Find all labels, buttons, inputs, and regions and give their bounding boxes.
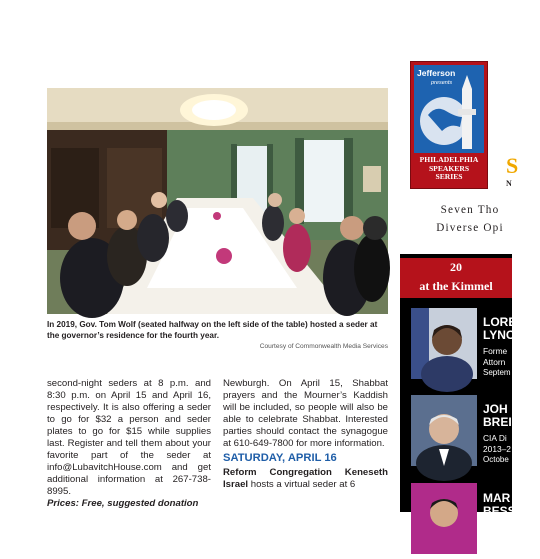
speaker-name <box>483 403 512 429</box>
presents-label: presents <box>431 80 453 86</box>
tagline-line: Diverse Opi <box>436 222 504 234</box>
ad-header <box>400 41 519 254</box>
speakers-series-ad[interactable] <box>400 41 519 518</box>
speaker-name <box>483 492 516 518</box>
globe-skyline-icon <box>414 65 484 153</box>
heading-letter: N <box>506 179 512 188</box>
speaker-date: Septem <box>483 368 511 377</box>
seder-photo <box>47 88 388 314</box>
prices-line: Prices: Free, suggested donation <box>47 498 199 509</box>
article-column-right <box>223 378 388 491</box>
speaker-name-line: LYNC <box>483 328 515 342</box>
article-column-left <box>47 378 211 510</box>
paragraph-continued: hosts a virtual seder at 6 <box>248 479 356 490</box>
speaker-photo <box>411 483 477 554</box>
ad-tagline <box>400 201 540 237</box>
speaker-title-line: Attorn <box>483 357 506 367</box>
speakers-series-logo <box>410 61 488 189</box>
article-paragraph: Newburgh. On April 15, Shabbat prayers and the Mourner’s Kaddish will be included, so people will also be able to celebrate Shabbat. Interested parties should contact the synagogue at 610-649-7800 for more information. <box>223 378 388 449</box>
article-paragraph: second-night seders at 8 p.m. and 8:30 p.m. on April 15 and April 16, respectively. It is also offering a seder to go for $32 a person and seder plates to go for $15 while supplies last. Register and tell them about your favorite part of the seder at info@LubavitchHouse.com and get additional information at 267-738-8995. <box>47 378 211 497</box>
heading-letter: S <box>506 153 519 178</box>
logo-line: SPEAKERS <box>428 163 470 173</box>
photo-credit: Courtesy of Commonwealth Media Services <box>259 343 388 350</box>
section-subhead: SATURDAY, APRIL 16 <box>223 452 337 464</box>
season-year: 20 <box>450 260 462 274</box>
ad-heading-fragment <box>506 153 518 188</box>
speaker-name-line: LORE <box>483 315 517 329</box>
speaker-date: Octobe <box>483 455 509 464</box>
speaker-name-line: JOH <box>483 402 508 416</box>
logo-title <box>411 156 487 182</box>
photo-caption: In 2019, Gov. Tom Wolf (seated halfway on the left side of the table) hosted a seder at the governor’s residence for the fourth year. <box>47 320 378 340</box>
article-paragraph <box>223 467 388 491</box>
season-banner <box>400 258 512 298</box>
speaker-name-line: MAR <box>483 491 511 505</box>
speaker-title-line: CIA Di <box>483 433 507 443</box>
venue-line: at the Kimmel <box>419 279 493 293</box>
speaker-photo <box>411 395 477 466</box>
speaker-photo <box>411 308 477 379</box>
congregation-name: Reform Congregation Keneseth Israel <box>223 467 388 490</box>
jefferson-brand: Jefferson <box>417 68 456 78</box>
speaker-name-line: BREI <box>483 415 512 429</box>
tagline-line: Seven Tho <box>440 204 500 216</box>
speaker-title-line: 2013–2 <box>483 444 511 454</box>
logo-line: PHILADELPHIA <box>419 155 479 164</box>
speaker-name-line: BESS <box>483 504 516 518</box>
logo-line: SERIES <box>435 172 463 182</box>
speaker-title <box>483 433 511 455</box>
speaker-title <box>483 346 507 368</box>
speaker-title-line: Forme <box>483 346 508 356</box>
speaker-name <box>483 316 516 342</box>
